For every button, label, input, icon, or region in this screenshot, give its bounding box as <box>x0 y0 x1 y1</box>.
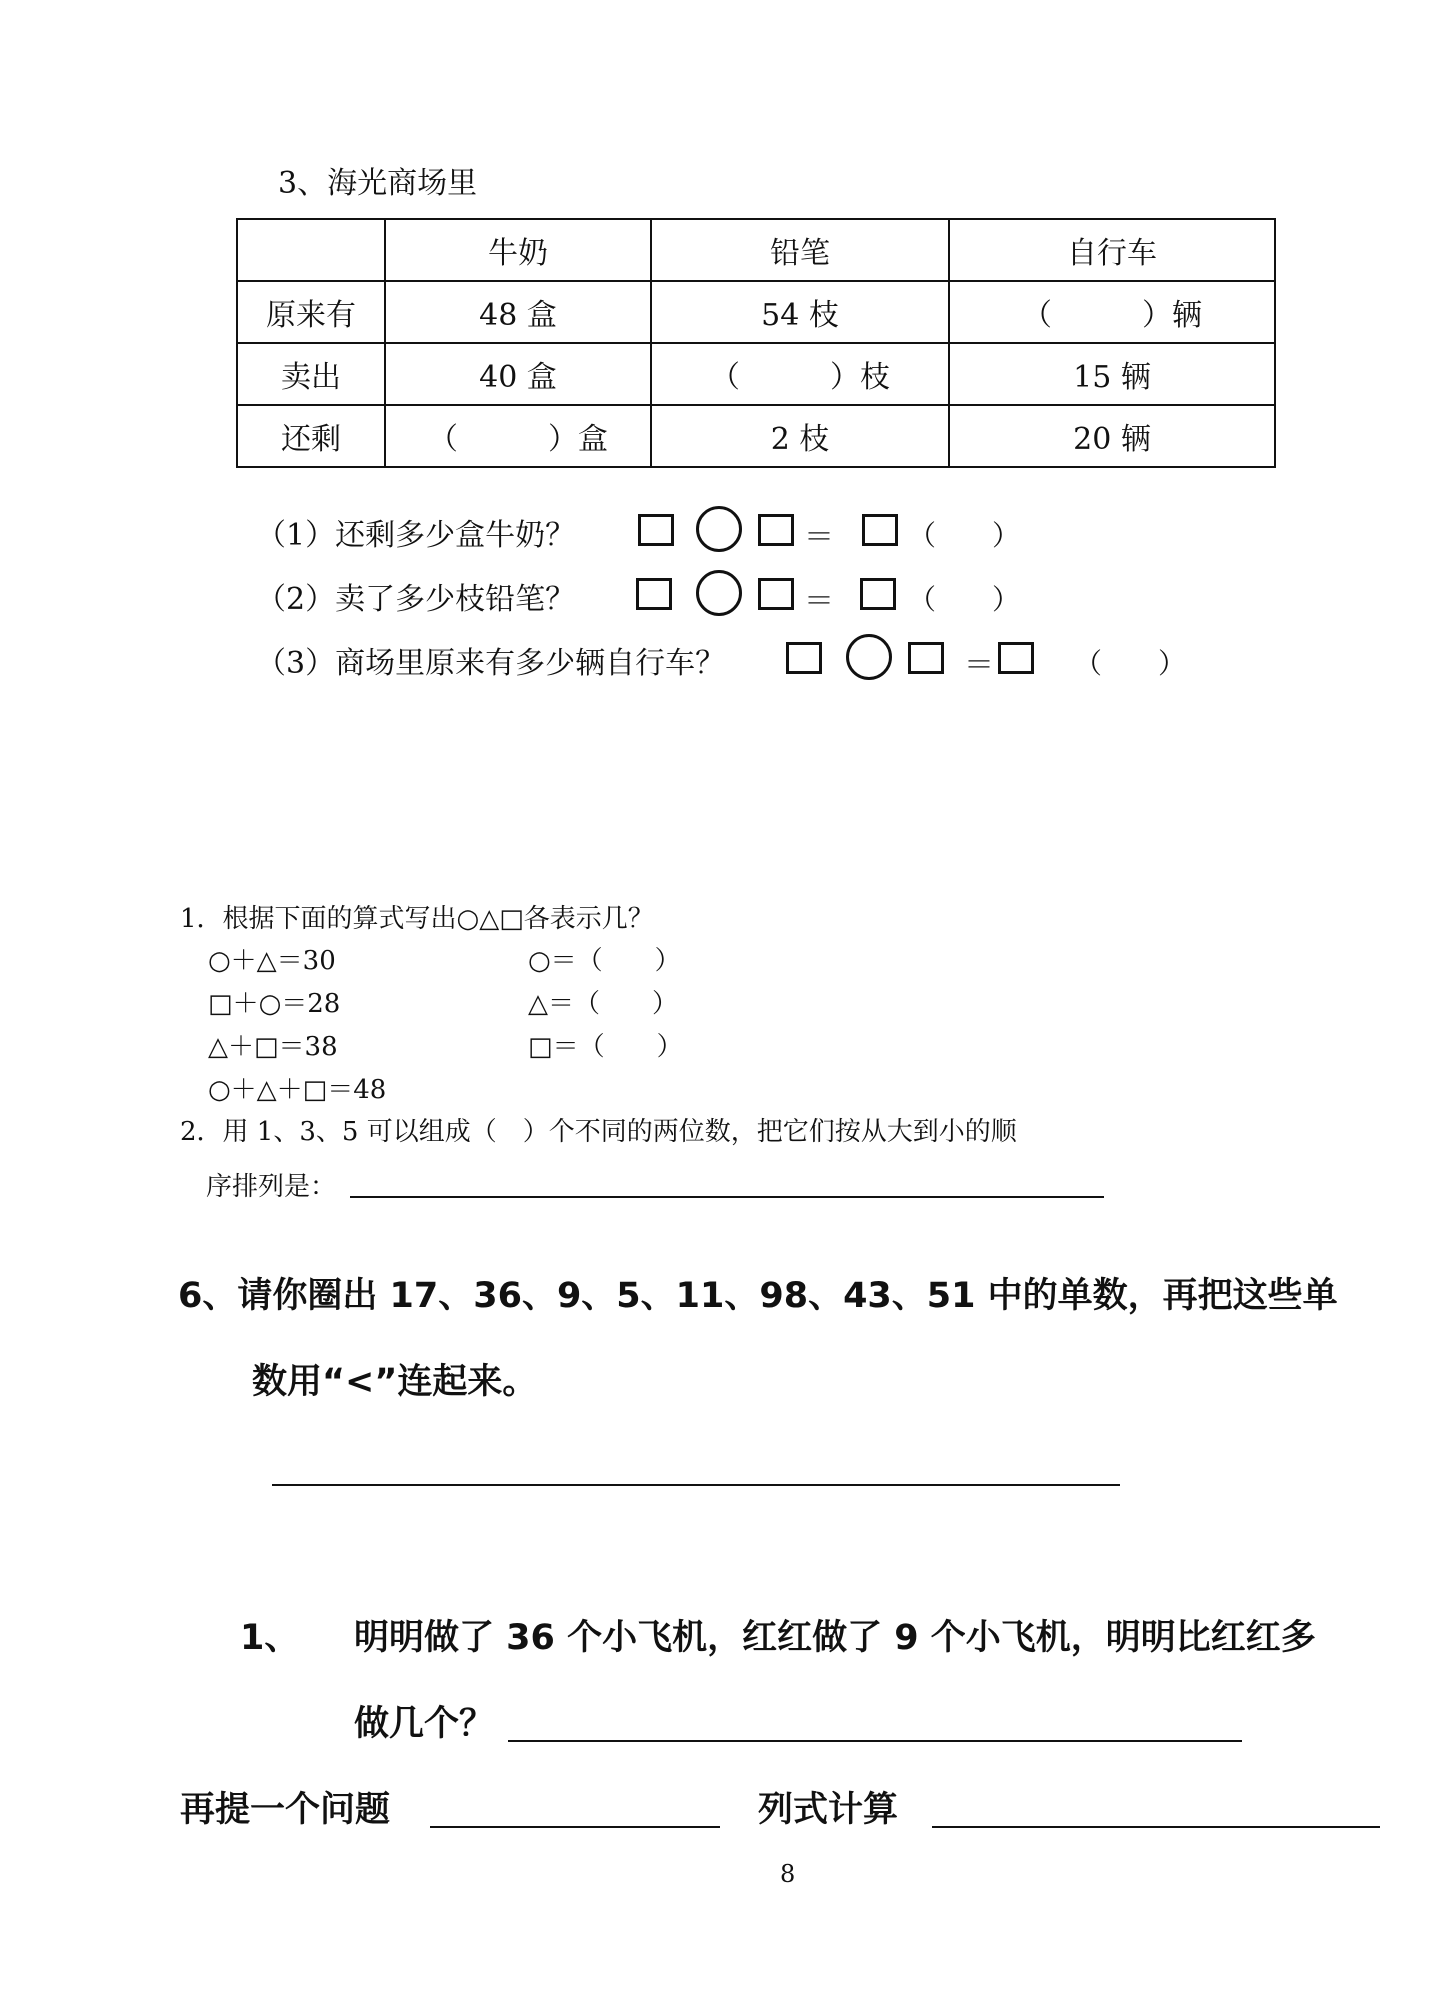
answer-square-2[interactable] <box>758 514 794 546</box>
equation-line: ○＋△＝30 <box>208 946 336 976</box>
equation-line: △＋□＝38 <box>208 1032 338 1062</box>
calc-label: 列式计算 <box>758 1790 899 1830</box>
question-3 <box>256 638 1216 698</box>
section-3-title: 3、海光商场里 <box>278 166 478 201</box>
compare-answer-line[interactable] <box>272 1484 1120 1486</box>
table-row <box>237 405 1275 467</box>
calc-answer-line[interactable] <box>932 1826 1380 1828</box>
table-cell: 40 盒 <box>385 343 651 405</box>
ask-label: 再提一个问题 <box>180 1790 391 1830</box>
equations-title: 1．根据下面的算式写出○△□各表示几？ <box>180 904 654 934</box>
answer-square-2[interactable] <box>908 642 944 674</box>
table-cell-blank[interactable]: （ ）枝 <box>651 343 949 405</box>
answer-square-2[interactable] <box>758 578 794 610</box>
answer-square-1[interactable] <box>638 514 674 546</box>
operator-circle[interactable] <box>696 570 742 616</box>
question-label: （3）商场里原来有多少辆自行车？ <box>256 646 726 681</box>
table-cell-blank[interactable]: （ ）盒 <box>385 405 651 467</box>
table-header-cell: 自行车 <box>949 219 1275 281</box>
table-cell-blank[interactable]: （ ）辆 <box>949 281 1275 343</box>
unit-blank[interactable]: （ ） <box>1074 647 1187 680</box>
page-number: 8 <box>780 1860 796 1888</box>
digits-question: 2．用 1、3、5 可以组成（ ）个不同的两位数，把它们按从大到小的顺 <box>180 1117 1017 1147</box>
table-cell: 48 盒 <box>385 281 651 343</box>
table-header-cell: 铅笔 <box>651 219 949 281</box>
problem-number: 1、 <box>240 1618 300 1658</box>
problem-answer-line[interactable] <box>508 1740 1242 1742</box>
table-cell: 20 辆 <box>949 405 1275 467</box>
table-header-row <box>237 219 1275 281</box>
equals-sign: ＝ <box>964 648 994 683</box>
unit-blank[interactable]: （ ） <box>908 583 1021 616</box>
answer-square-1[interactable] <box>786 642 822 674</box>
operator-circle[interactable] <box>696 506 742 552</box>
question-label: （2）卖了多少枝铅笔？ <box>256 582 576 617</box>
answer-square-3[interactable] <box>860 578 896 610</box>
table-cell: 还剩 <box>237 405 385 467</box>
ask-answer-line[interactable] <box>430 1826 720 1828</box>
table-cell: 卖出 <box>237 343 385 405</box>
equation-line: □＋○＝28 <box>208 989 341 1019</box>
section-6-line-2: 数用“<”连起来。 <box>252 1362 538 1402</box>
order-answer-line[interactable] <box>350 1196 1104 1198</box>
question-label: （1）还剩多少盒牛奶？ <box>256 518 576 553</box>
table-cell: 54 枝 <box>651 281 949 343</box>
table-cell: 原来有 <box>237 281 385 343</box>
problem-line-1: 明明做了 36 个小飞机，红红做了 9 个小飞机，明明比红红多 <box>354 1618 1316 1658</box>
unit-blank[interactable]: （ ） <box>908 519 1021 552</box>
question-2 <box>256 574 1156 634</box>
table-row <box>237 343 1275 405</box>
table-cell: 2 枝 <box>651 405 949 467</box>
table-cell: 15 辆 <box>949 343 1275 405</box>
equation-answer[interactable]: △＝（ ） <box>528 989 678 1019</box>
question-1 <box>256 510 1156 570</box>
section-6-line-1: 6、请你圈出 17、36、9、5、11、98、43、51 中的单数，再把这些单 <box>178 1276 1338 1316</box>
equals-sign: ＝ <box>804 520 834 555</box>
answer-square-3[interactable] <box>998 642 1034 674</box>
digits-question-cont: 序排列是： <box>206 1172 337 1202</box>
equation-line: ○＋△＋□＝48 <box>208 1075 387 1105</box>
operator-circle[interactable] <box>846 634 892 680</box>
equals-sign: ＝ <box>804 584 834 619</box>
problem-line-2: 做几个？ <box>354 1704 495 1744</box>
answer-square-1[interactable] <box>636 578 672 610</box>
table-header-cell: 牛奶 <box>385 219 651 281</box>
store-table <box>236 218 1276 468</box>
table-header-cell <box>237 219 385 281</box>
answer-square-3[interactable] <box>862 514 898 546</box>
equation-answer[interactable]: ○＝（ ） <box>528 946 681 976</box>
equation-answer[interactable]: □＝（ ） <box>528 1032 683 1062</box>
table-row <box>237 281 1275 343</box>
